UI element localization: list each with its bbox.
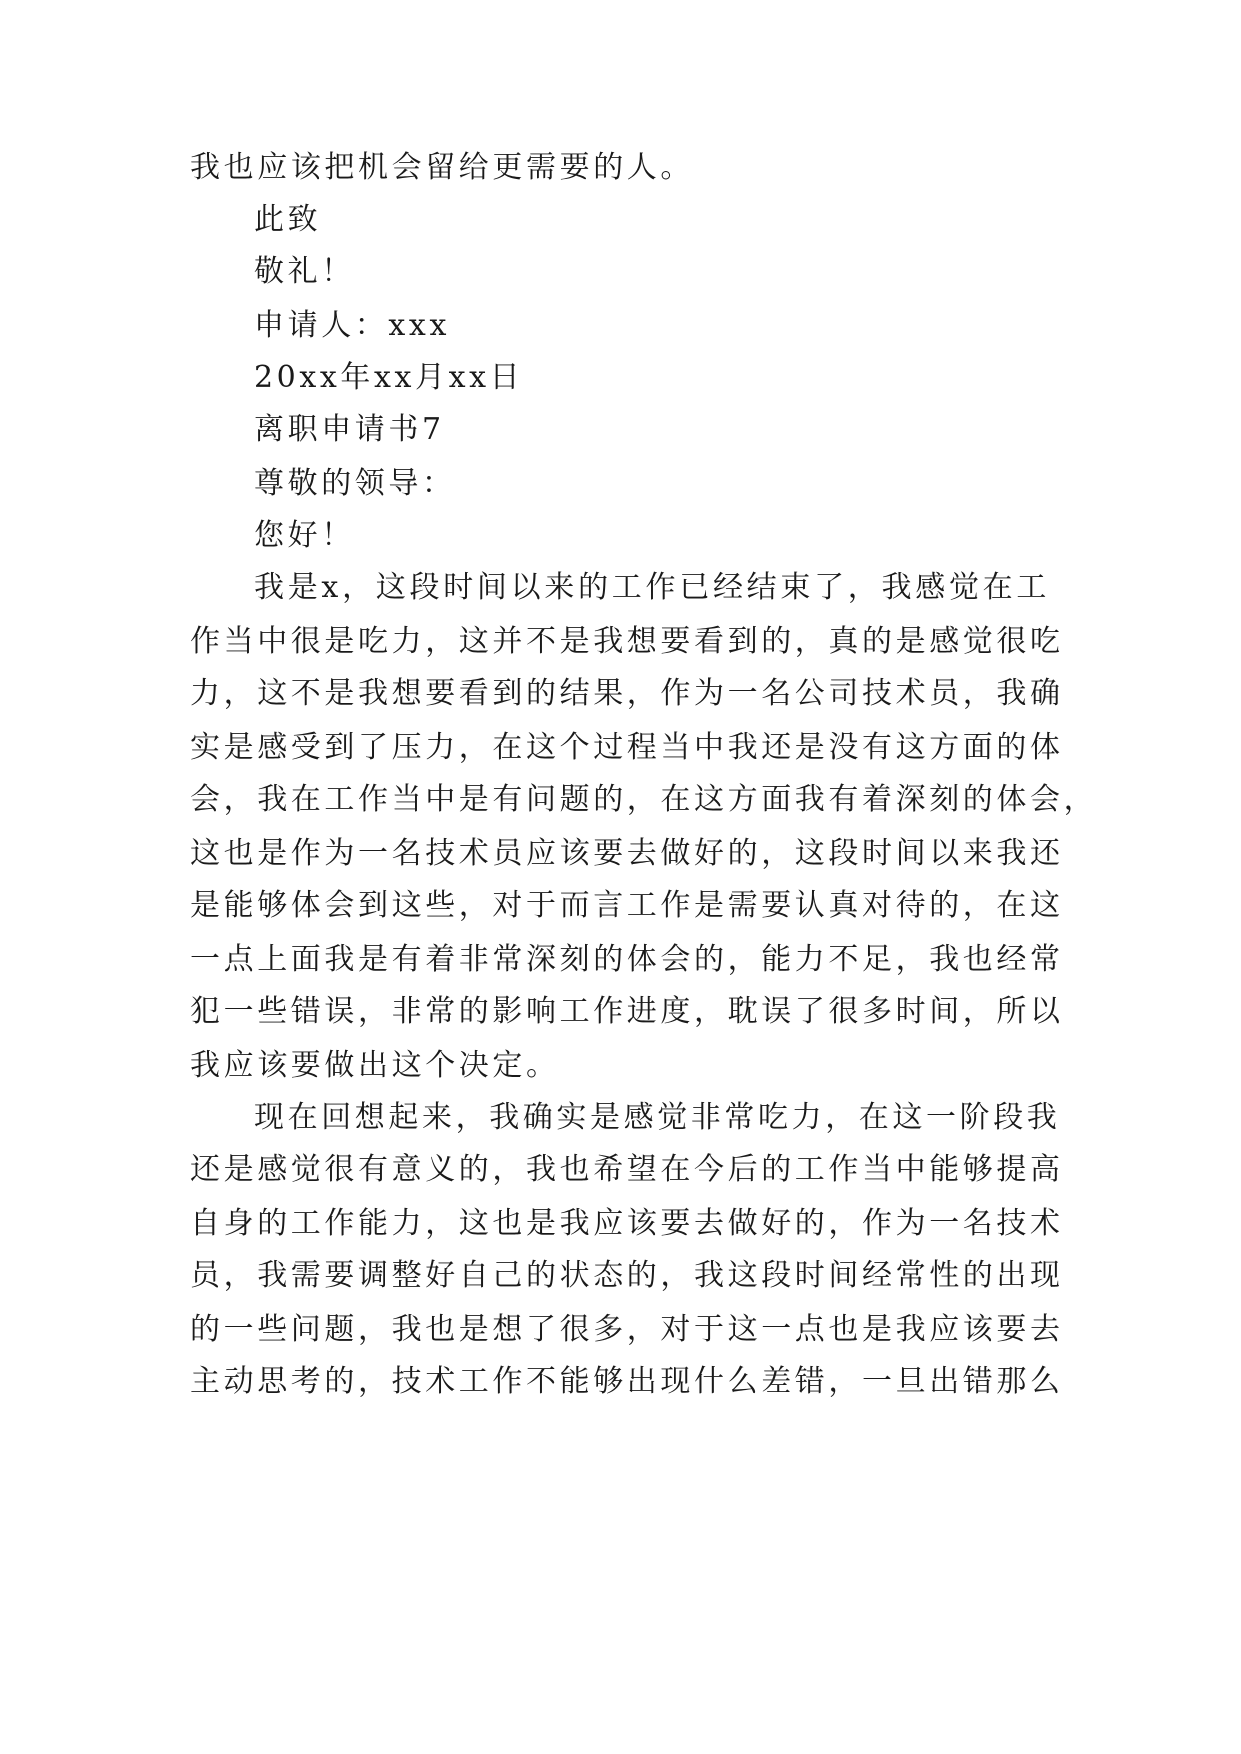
paragraph-line: 现在回想起来，我确实是感觉非常吃力，在这一阶段我 <box>254 1100 1061 1135</box>
regards: 敬礼！ <box>254 254 355 289</box>
paragraph-line: 自身的工作能力，这也是我应该要去做好的，作为一名技术 <box>190 1206 1064 1241</box>
paragraph-line: 的一些问题，我也是想了很多，对于这一点也是我应该要去 <box>190 1312 1064 1347</box>
paragraph-line: 一点上面我是有着非常深刻的体会的，能力不足，我也经常 <box>190 942 1064 977</box>
greeting: 您好！ <box>254 518 355 553</box>
paragraph-line: 这也是作为一名技术员应该要去做好的，这段时间以来我还 <box>190 836 1064 871</box>
salutation-close: 此致 <box>254 202 322 237</box>
paragraph-line: 还是感觉很有意义的，我也希望在今后的工作当中能够提高 <box>190 1152 1064 1187</box>
paragraph-line: 是能够体会到这些，对于而言工作是需要认真对待的，在这 <box>190 888 1064 923</box>
paragraph-line: 主动思考的，技术工作不能够出现什么差错，一旦出错那么 <box>190 1364 1064 1399</box>
paragraph-line: 实是感受到了压力，在这个过程当中我还是没有这方面的体 <box>190 730 1064 765</box>
applicant-line: 申请人：xxx <box>254 308 450 343</box>
section-title: 离职申请书7 <box>254 412 445 447</box>
paragraph-line: 作当中很是吃力，这并不是我想要看到的，真的是感觉很吃 <box>190 624 1064 659</box>
paragraph-line: 会，我在工作当中是有问题的，在这方面我有着深刻的体会， <box>190 782 1098 817</box>
paragraph-line: 我是x，这段时间以来的工作已经结束了，我感觉在工 <box>254 570 1050 605</box>
paragraph-line: 犯一些错误，非常的影响工作进度，耽误了很多时间，所以 <box>190 994 1064 1029</box>
closing-fragment: 我也应该把机会留给更需要的人。 <box>190 150 694 185</box>
paragraph-line: 力，这不是我想要看到的结果，作为一名公司技术员，我确 <box>190 676 1064 711</box>
paragraph-line: 我应该要做出这个决定。 <box>190 1048 560 1083</box>
date-line: 20xx年xx月xx日 <box>254 360 524 395</box>
paragraph-line: 员，我需要调整好自己的状态的，我这段时间经常性的出现 <box>190 1258 1064 1293</box>
addressee: 尊敬的领导： <box>254 466 456 501</box>
